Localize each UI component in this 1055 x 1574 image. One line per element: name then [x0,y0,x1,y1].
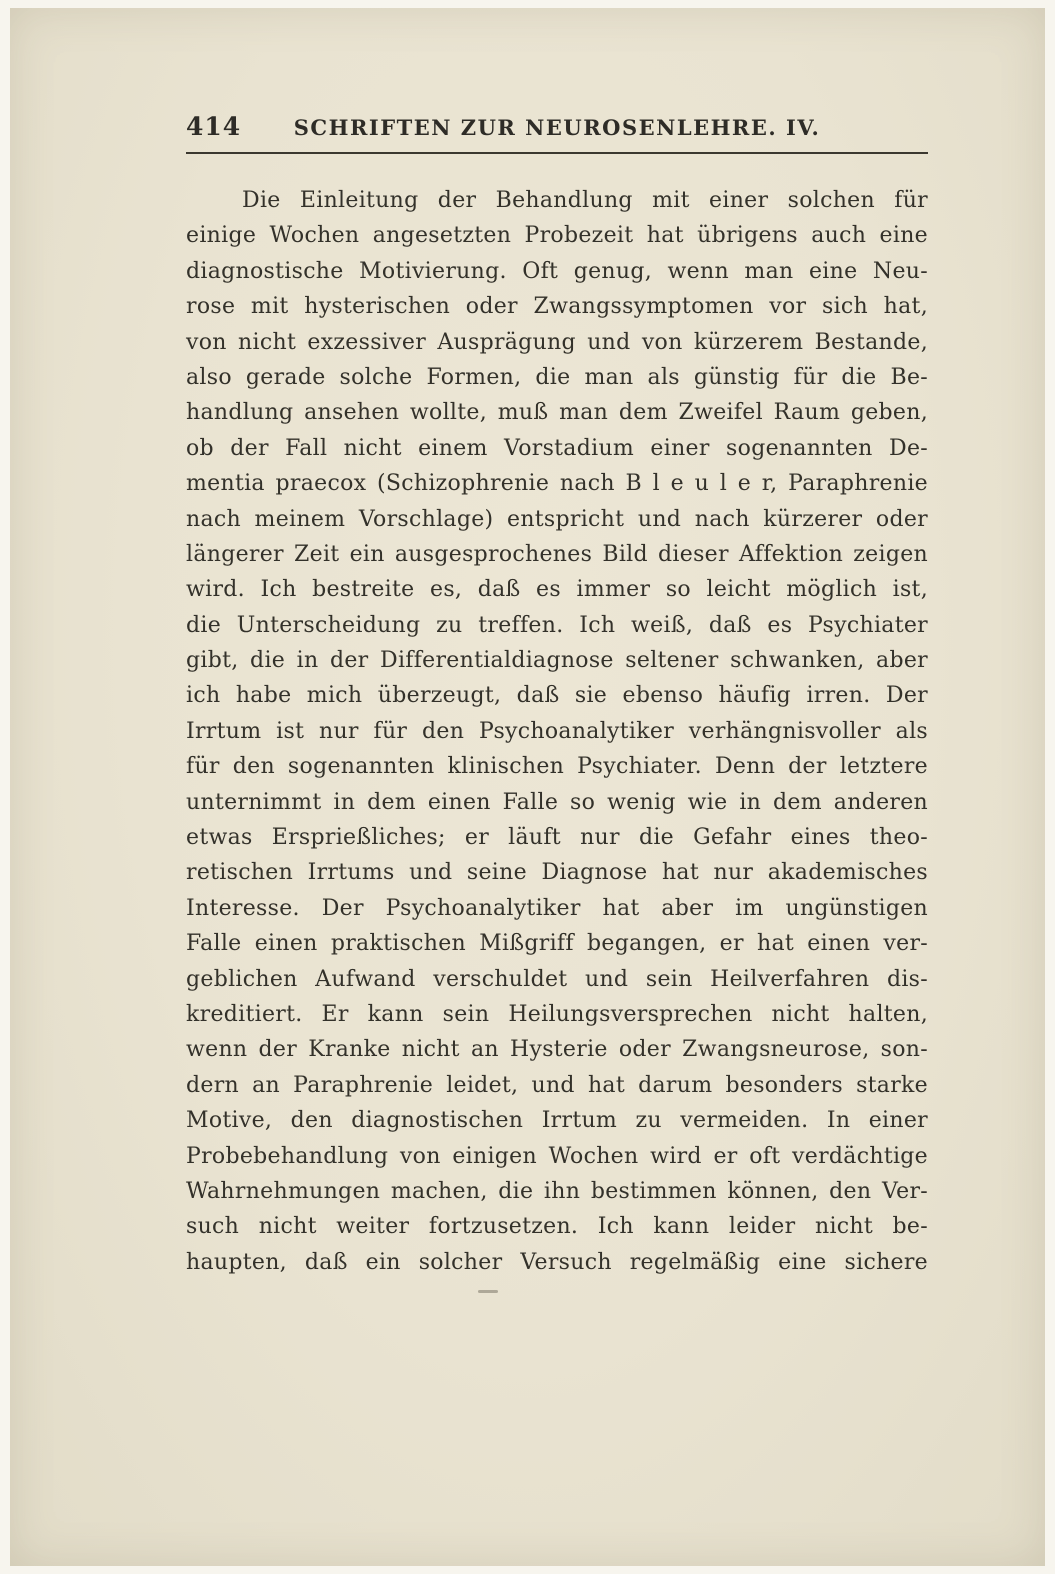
text-line: ob der Fall nicht einem Vorstadium einer sogenannten De- [186,435,928,461]
text-line: für den sogenannten klinischen Psychiater. Denn der letztere [186,754,928,780]
header-rule [186,152,928,154]
text-line: von nicht exzessiver Ausprägung und von kürzerem Bestande, [186,329,928,355]
body-text [186,183,928,1280]
text-line: wird. Ich bestreite es, daß es immer so leicht möglich ist, [186,577,928,603]
text-line: Die Einleitung der Behandlung mit einer solchen für [242,188,928,213]
text-column [186,8,928,1293]
text-line: retischen Irrtums und seine Diagnose hat nur akademisches [186,860,928,886]
text-line: Interesse. Der Psychoanalytiker hat aber im ungünstigen [186,895,928,921]
text-line: rose mit hysterischen oder Zwangssymptomen vor sich hat, [186,294,928,320]
text-line: nach meinem Vorschlage) entspricht und nach kürzerer oder [186,506,928,532]
text-line: haupten, daß ein solcher Versuch regelmäßig eine sichere [186,1249,928,1275]
text-line: dern an Paraphrenie leidet, und hat darum besonders starke [186,1072,928,1098]
text-line: ich habe mich überzeugt, daß sie ebenso häufig irren. Der [186,683,928,709]
text-line: handlung ansehen wollte, muß man dem Zweifel Raum geben, [186,400,928,426]
text-line: gibt, die in der Differentialdiagnose seltener schwanken, aber [186,648,928,674]
text-line: mentia praecox (Schizophrenie nach B l e u l e r, Paraphrenie [186,471,928,497]
scan-artifact-dash [478,1290,498,1293]
text-line: Irrtum ist nur für den Psychoanalytiker verhängnisvoller als [186,718,928,744]
text-line: längerer Zeit ein ausgesprochenes Bild dieser Affektion zeigen [186,541,928,567]
text-line: Probebehandlung von einigen Wochen wird er oft verdächtige [186,1143,928,1169]
text-line: die Unterscheidung zu treffen. Ich weiß, daß es Psychiater [186,612,928,638]
text-line: also gerade solche Formen, die man als günstig für die Be- [186,364,928,390]
text-line: einige Wochen angesetzten Probezeit hat übrigens auch eine [186,223,928,249]
page-number: 414 [186,112,242,141]
text-line: such nicht weiter fortzusetzen. Ich kann leider nicht be- [186,1214,928,1240]
text-line: geblichen Aufwand verschuldet und sein Heilverfahren dis- [186,966,928,992]
text-line: Falle einen praktischen Mißgriff begangen, er hat einen ver- [186,931,928,957]
paper-background [10,8,1045,1566]
text-line: etwas Ersprießliches; er läuft nur die Gefahr eines theo- [186,825,928,851]
text-line: unternimmt in dem einen Falle so wenig wie in dem anderen [186,789,928,815]
text-line: kreditiert. Er kann sein Heilungsversprechen nicht halten, [186,1001,928,1027]
page-header [186,112,928,146]
text-line: wenn der Kranke nicht an Hysterie oder Zwangsneurose, son- [186,1037,928,1063]
text-line: Motive, den diagnostischen Irrtum zu vermeiden. In einer [186,1108,928,1134]
text-line: diagnostische Motivierung. Oft genug, wenn man eine Neu- [186,258,928,284]
text-line: Wahrnehmungen machen, die ihn bestimmen können, den Ver- [186,1178,928,1204]
running-header-title: SCHRIFTEN ZUR NEUROSENLEHRE. IV. [293,115,821,140]
